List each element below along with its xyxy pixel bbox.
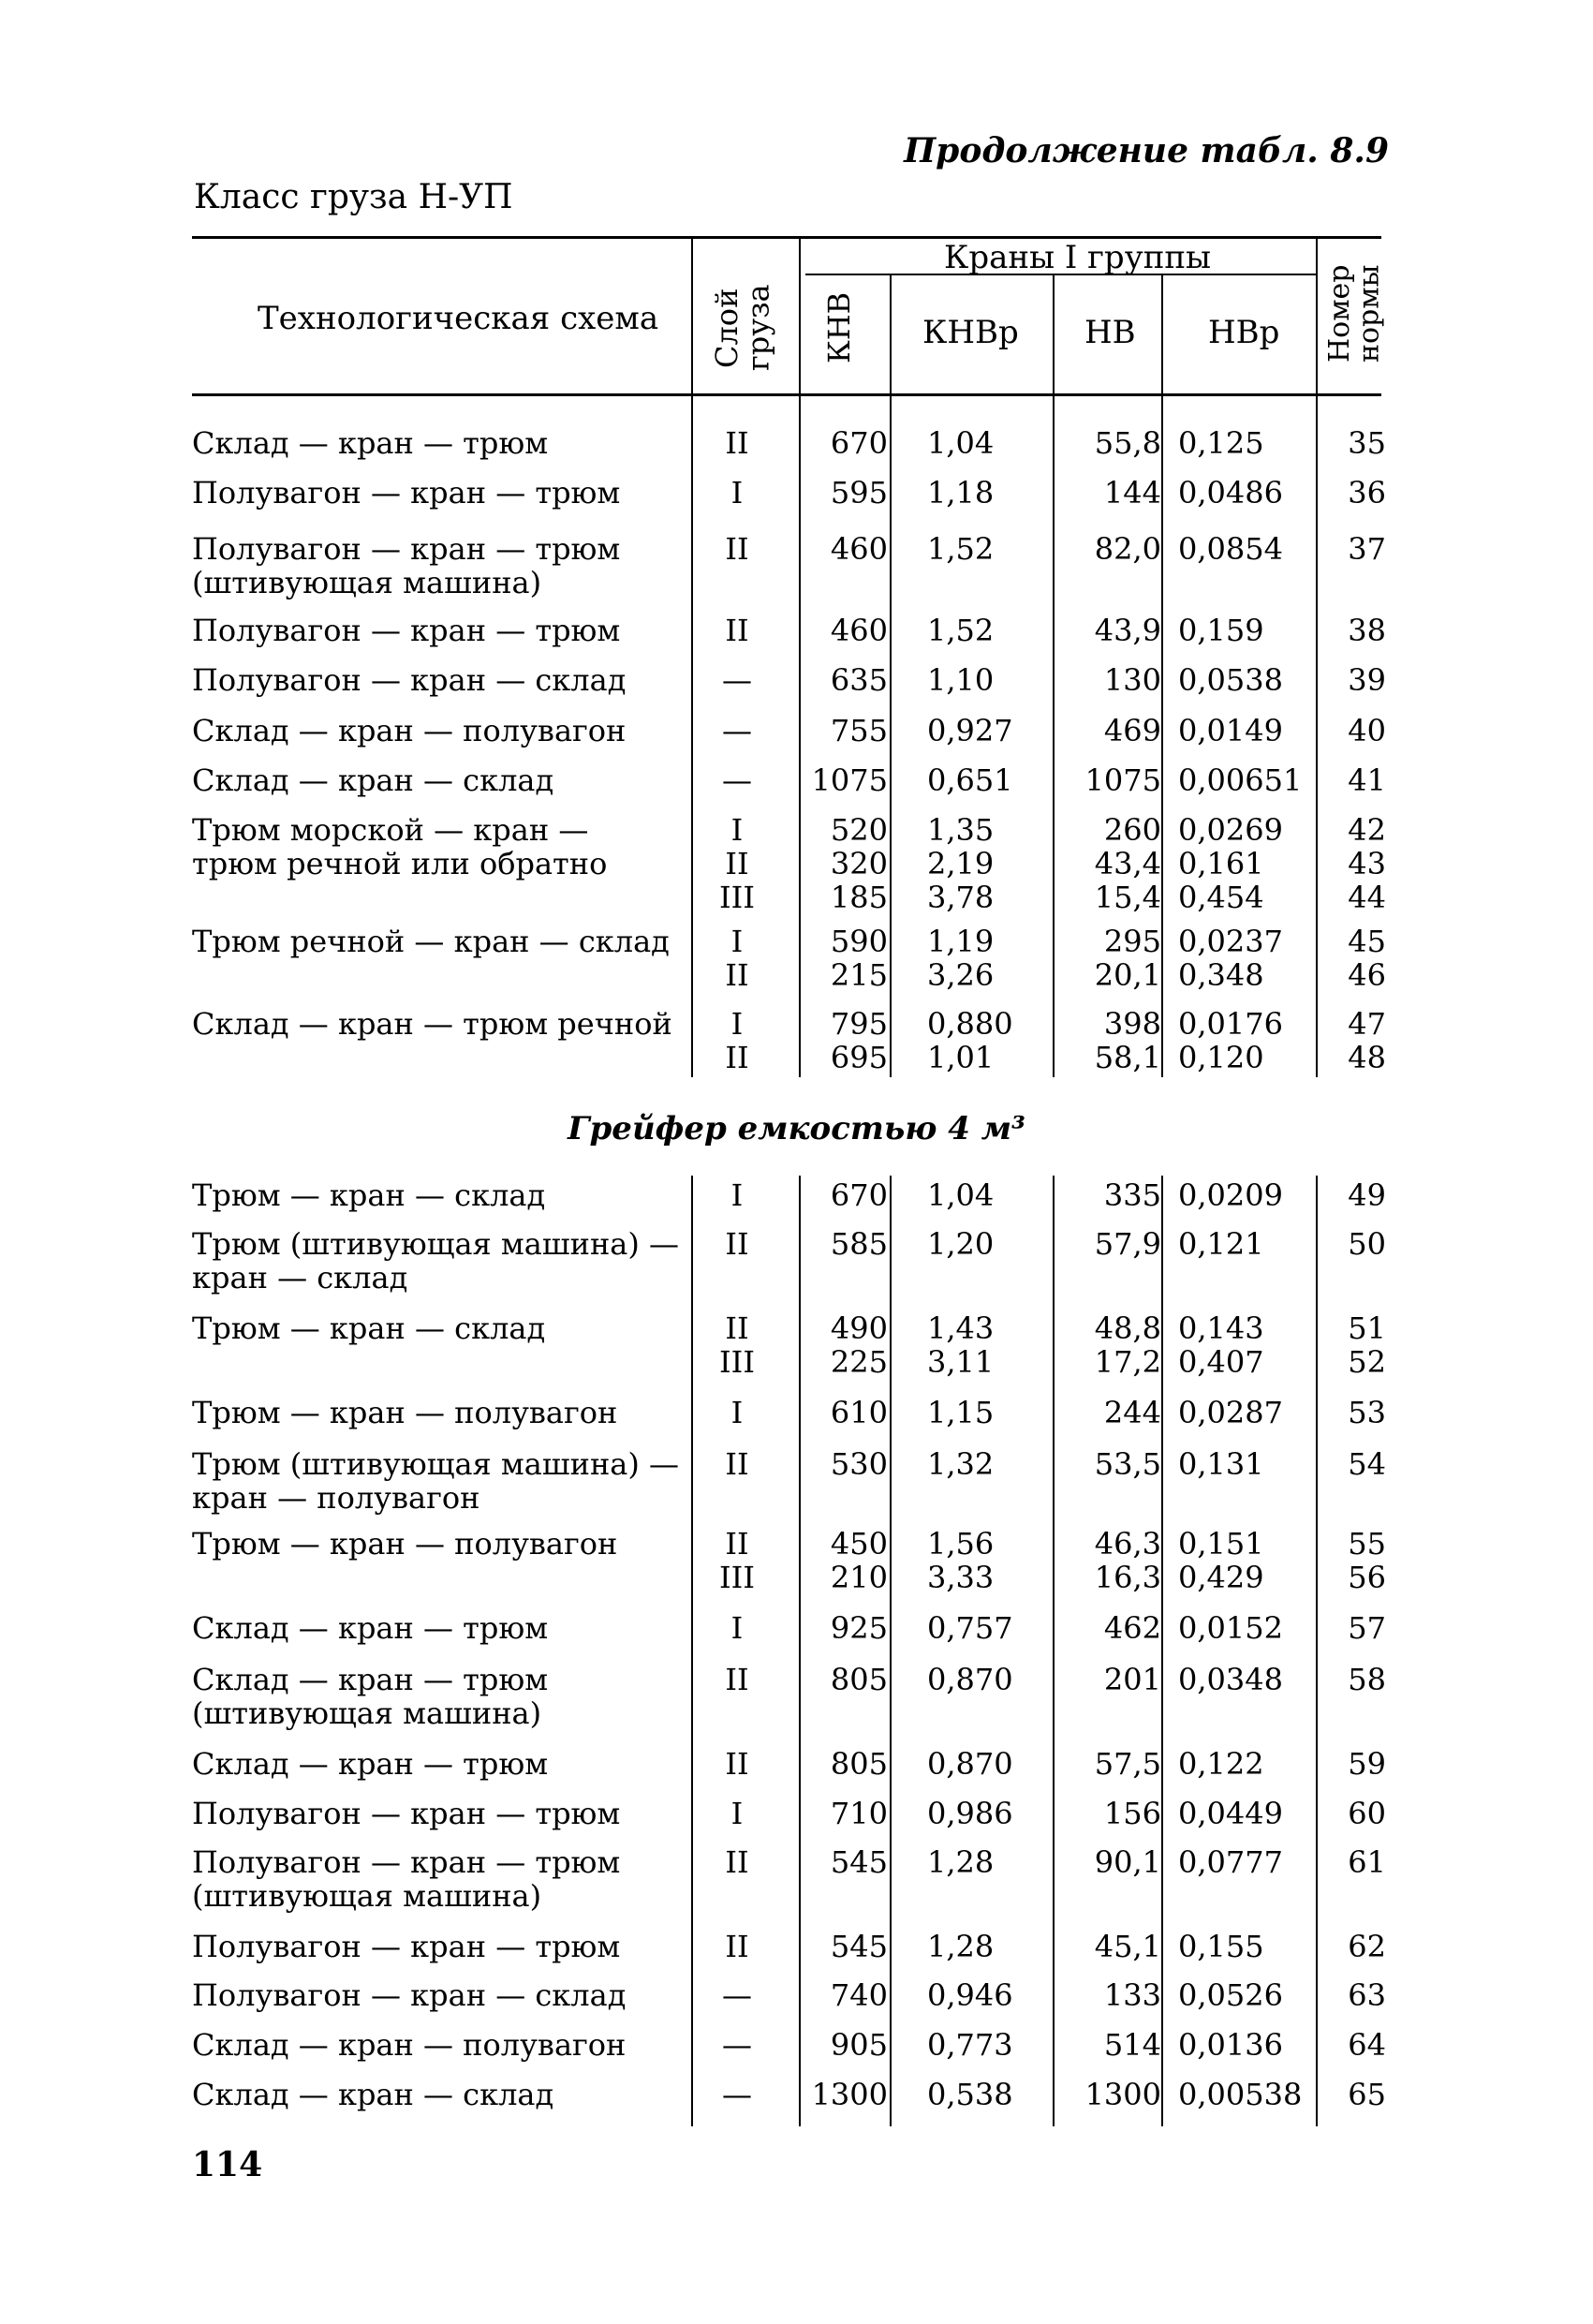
- cell-knv: 1300: [811, 2077, 888, 2112]
- cell-nv: 260 43,4 15,4: [1094, 812, 1161, 915]
- cell-knv: 905: [830, 2027, 888, 2063]
- cell-scheme: Склад — кран — полувагон: [192, 2027, 627, 2063]
- section-grab-4m3: Грейфер емкостью 4 м³: [568, 1110, 1025, 1147]
- cell-nv: 43,9: [1094, 613, 1161, 648]
- cell-knv: 545: [830, 1844, 888, 1880]
- cell-layer: II: [725, 1746, 749, 1782]
- cell-knvr: 1,18: [927, 475, 995, 511]
- cell-nvr: 0,0269 0,161 0,454: [1178, 812, 1283, 915]
- cell-knvr: 1,52: [927, 613, 995, 648]
- cell-nv: 133: [1103, 1977, 1161, 2013]
- cell-knv: 590 215: [830, 924, 888, 993]
- cell-layer: —: [722, 1977, 752, 2013]
- cell-nv: 82,0: [1094, 531, 1161, 567]
- vline: [1053, 274, 1055, 393]
- cell-layer: —: [722, 662, 752, 698]
- cell-layer: I II: [725, 924, 749, 993]
- cell-layer: II: [725, 1929, 749, 1964]
- cell-knv: 805: [830, 1662, 888, 1697]
- cell-nv: 156: [1103, 1796, 1161, 1831]
- cell-knvr: 1,04: [927, 1177, 995, 1213]
- cell-nv: 244: [1103, 1395, 1161, 1430]
- cell-knvr: 1,28: [927, 1844, 995, 1880]
- cell-nv: 46,3 16,3: [1094, 1526, 1161, 1595]
- cell-scheme: Полувагон — кран — трюм: [192, 613, 621, 648]
- vline: [890, 1176, 892, 2126]
- cell-knv: 520 320 185: [830, 812, 888, 915]
- cell-knv: 670: [830, 425, 888, 461]
- cell-layer: II: [725, 531, 749, 567]
- cell-nvr: 0,0486: [1178, 475, 1283, 511]
- cell-layer: II: [725, 425, 749, 461]
- cell-scheme: Полувагон — кран — трюм: [192, 1929, 621, 1964]
- cell-layer: —: [722, 713, 752, 748]
- cell-num: 58: [1348, 1662, 1386, 1697]
- cell-nvr: 0,0854: [1178, 531, 1283, 567]
- cell-nvr: 0,00651: [1178, 762, 1303, 798]
- cell-knvr: 1,52: [927, 531, 995, 567]
- cell-knv: 585: [830, 1226, 888, 1262]
- continuation-caption: Продолжение табл. 8.9: [904, 131, 1389, 170]
- col-nvr-header: НВр: [1208, 314, 1280, 351]
- cell-knvr: 0,870: [927, 1746, 1013, 1782]
- cell-knvr: 1,15: [927, 1395, 995, 1430]
- cell-nv: 45,1: [1094, 1929, 1161, 1964]
- cell-layer: —: [722, 762, 752, 798]
- cell-knv: 805: [830, 1746, 888, 1782]
- cell-num: 47 48: [1348, 1006, 1386, 1075]
- cell-knvr: 0,986: [927, 1796, 1013, 1831]
- cell-layer: I: [730, 475, 744, 511]
- cell-layer: I: [730, 1796, 744, 1831]
- cell-knv: 530: [830, 1446, 888, 1482]
- cell-knv: 1075: [811, 762, 888, 798]
- cell-nvr: 0,131: [1178, 1446, 1264, 1482]
- cell-knv: 460: [830, 531, 888, 567]
- cell-layer: I II: [725, 1006, 749, 1075]
- cell-layer: I: [730, 1177, 744, 1213]
- cell-nvr: 0,00538: [1178, 2077, 1303, 2112]
- cell-knv: 545: [830, 1929, 888, 1964]
- cell-layer: II: [725, 1844, 749, 1880]
- cell-knv: 755: [830, 713, 888, 748]
- cell-knvr: 1,32: [927, 1446, 995, 1482]
- cell-scheme: Трюм (штивующая машина) — кран — полувагон: [192, 1446, 680, 1516]
- cell-scheme: Трюм морской — кран — трюм речной или обратно: [192, 812, 608, 881]
- cargo-class-caption: Класс груза Н-УП: [194, 178, 513, 216]
- cell-scheme: Склад — кран — трюм речной: [192, 1006, 672, 1042]
- cell-scheme: Трюм — кран — полувагон: [192, 1526, 618, 1562]
- cell-scheme: Трюм (штивующая машина) — кран — склад: [192, 1226, 680, 1295]
- cell-nv: 53,5: [1094, 1446, 1161, 1482]
- cell-knvr: 1,20: [927, 1226, 995, 1262]
- cell-scheme: Трюм — кран — склад: [192, 1177, 546, 1213]
- cell-knvr: 1,35 2,19 3,78: [927, 812, 995, 915]
- cell-scheme: Склад — кран — трюм: [192, 425, 549, 461]
- cell-num: 59: [1348, 1746, 1386, 1782]
- cell-nvr: 0,0152: [1178, 1610, 1283, 1646]
- cell-num: 62: [1348, 1929, 1386, 1964]
- cell-knvr: 0,538: [927, 2077, 1013, 2112]
- cell-nv: 335: [1103, 1177, 1161, 1213]
- vline: [799, 236, 801, 393]
- cell-nvr: 0,0176 0,120: [1178, 1006, 1283, 1075]
- cell-knv: 635: [830, 662, 888, 698]
- cell-num: 61: [1348, 1844, 1386, 1880]
- cell-num: 45 46: [1348, 924, 1386, 993]
- cell-knvr: 1,10: [927, 662, 995, 698]
- cell-nv: 144: [1103, 475, 1161, 511]
- col-norm-header: Номер нормы: [1323, 264, 1386, 363]
- cell-scheme: Склад — кран — трюм (штивующая машина): [192, 1662, 549, 1731]
- cell-layer: I: [730, 1610, 744, 1646]
- cell-nvr: 0,122: [1178, 1746, 1264, 1782]
- cell-layer: —: [722, 2027, 752, 2063]
- vline: [890, 393, 892, 1077]
- cell-knv: 460: [830, 613, 888, 648]
- cell-num: 63: [1348, 1977, 1386, 2013]
- cell-nvr: 0,121: [1178, 1226, 1264, 1262]
- cell-knvr: 0,927: [927, 713, 1013, 748]
- cell-scheme: Склад — кран — склад: [192, 2077, 554, 2112]
- cell-nv: 48,8 17,2: [1094, 1310, 1161, 1380]
- cell-nv: 469: [1103, 713, 1161, 748]
- vline: [1161, 1176, 1163, 2126]
- col-layer-header: Слой груза: [709, 284, 776, 372]
- cell-nv: 130: [1103, 662, 1161, 698]
- cell-num: 39: [1348, 662, 1386, 698]
- cell-layer: —: [722, 2077, 752, 2112]
- cell-nv: 462: [1103, 1610, 1161, 1646]
- cell-knvr: 1,28: [927, 1929, 995, 1964]
- cell-knv: 925: [830, 1610, 888, 1646]
- cell-nv: 57,9: [1094, 1226, 1161, 1262]
- vline: [691, 1176, 693, 2126]
- cell-knvr: 1,19 3,26: [927, 924, 995, 993]
- col-group-header: Краны I группы: [944, 239, 1212, 276]
- cell-scheme: Полувагон — кран — трюм: [192, 475, 621, 511]
- cell-nv: 201: [1103, 1662, 1161, 1697]
- cell-nvr: 0,0348: [1178, 1662, 1283, 1697]
- cell-num: 36: [1348, 475, 1386, 511]
- cell-layer: II: [725, 613, 749, 648]
- cell-scheme: Склад — кран — трюм: [192, 1746, 549, 1782]
- cell-knv: 795 695: [830, 1006, 888, 1075]
- cell-layer: II: [725, 1662, 749, 1697]
- cell-scheme: Полувагон — кран — трюм: [192, 1796, 621, 1831]
- cell-scheme: Полувагон — кран — трюм (штивующая машина): [192, 531, 621, 600]
- cell-num: 49: [1348, 1177, 1386, 1213]
- cell-num: 41: [1348, 762, 1386, 798]
- cell-nv: 90,1: [1094, 1844, 1161, 1880]
- cell-nvr: 0,0237 0,348: [1178, 924, 1283, 993]
- cell-num: 53: [1348, 1395, 1386, 1430]
- cell-num: 37: [1348, 531, 1386, 567]
- cell-num: 65: [1348, 2077, 1386, 2112]
- cell-nvr: 0,0526: [1178, 1977, 1283, 2013]
- col-knv-header: КНВ: [821, 291, 857, 364]
- cell-knv: 710: [830, 1796, 888, 1831]
- cell-num: 55 56: [1348, 1526, 1386, 1595]
- cell-scheme: Склад — кран — склад: [192, 762, 554, 798]
- cell-nv: 1300: [1084, 2077, 1161, 2112]
- cell-num: 60: [1348, 1796, 1386, 1831]
- cell-knvr: 0,946: [927, 1977, 1013, 2013]
- cell-layer: II: [725, 1226, 749, 1262]
- cell-num: 57: [1348, 1610, 1386, 1646]
- cell-knv: 595: [830, 475, 888, 511]
- header-bottom-rule: [192, 393, 1381, 396]
- cell-num: 35: [1348, 425, 1386, 461]
- col-nv-header: НВ: [1084, 314, 1136, 351]
- cell-scheme: Склад — кран — полувагон: [192, 713, 627, 748]
- cell-nvr: 0,0777: [1178, 1844, 1283, 1880]
- cell-nvr: 0,0538: [1178, 662, 1283, 698]
- cell-layer: I: [730, 1395, 744, 1430]
- cell-layer: II III: [719, 1310, 755, 1380]
- cell-nvr: 0,0449: [1178, 1796, 1283, 1831]
- cell-scheme: Трюм — кран — склад: [192, 1310, 546, 1346]
- cell-num: 42 43 44: [1348, 812, 1386, 915]
- cell-nv: 55,8: [1094, 425, 1161, 461]
- col-scheme-header: Технологическая схема: [258, 300, 659, 337]
- vline: [1161, 274, 1163, 393]
- cell-nvr: 0,0287: [1178, 1395, 1283, 1430]
- cell-num: 50: [1348, 1226, 1386, 1262]
- page-number: 114: [192, 2145, 263, 2184]
- cell-knvr: 1,04: [927, 425, 995, 461]
- cell-knvr: 0,773: [927, 2027, 1013, 2063]
- cell-nv: 57,5: [1094, 1746, 1161, 1782]
- vline: [691, 236, 693, 393]
- cell-knvr: 0,757: [927, 1610, 1013, 1646]
- cell-scheme: Трюм речной — кран — склад: [192, 924, 670, 959]
- cell-layer: II III: [719, 1526, 755, 1595]
- cell-knvr: 0,651: [927, 762, 1013, 798]
- cell-layer: II: [725, 1446, 749, 1482]
- cell-nvr: 0,0209: [1178, 1177, 1283, 1213]
- cell-scheme: Трюм — кран — полувагон: [192, 1395, 618, 1430]
- cell-scheme: Полувагон — кран — склад: [192, 662, 627, 698]
- cell-num: 40: [1348, 713, 1386, 748]
- cell-nv: 1075: [1084, 762, 1161, 798]
- cell-num: 38: [1348, 613, 1386, 648]
- cell-num: 64: [1348, 2027, 1386, 2063]
- cell-nvr: 0,0136: [1178, 2027, 1283, 2063]
- cell-nv: 514: [1103, 2027, 1161, 2063]
- cell-nv: 398 58,1: [1094, 1006, 1161, 1075]
- cell-scheme: Склад — кран — трюм: [192, 1610, 549, 1646]
- cell-scheme: Полувагон — кран — трюм (штивующая машина): [192, 1844, 621, 1914]
- cell-knvr: 0,870: [927, 1662, 1013, 1697]
- cell-scheme: Полувагон — кран — склад: [192, 1977, 627, 2013]
- cell-knvr: 1,56 3,33: [927, 1526, 995, 1595]
- cell-nvr: 0,125: [1178, 425, 1264, 461]
- cell-nv: 295 20,1: [1094, 924, 1161, 993]
- cell-num: 54: [1348, 1446, 1386, 1482]
- cell-nvr: 0,143 0,407: [1178, 1310, 1264, 1380]
- cell-knv: 610: [830, 1395, 888, 1430]
- cell-knvr: 1,43 3,11: [927, 1310, 995, 1380]
- cell-knv: 670: [830, 1177, 888, 1213]
- cell-nvr: 0,151 0,429: [1178, 1526, 1264, 1595]
- cell-num: 51 52: [1348, 1310, 1386, 1380]
- cell-nvr: 0,159: [1178, 613, 1264, 648]
- cell-nvr: 0,155: [1178, 1929, 1264, 1964]
- cell-nvr: 0,0149: [1178, 713, 1283, 748]
- cell-knv: 490 225: [830, 1310, 888, 1380]
- vline: [890, 274, 892, 393]
- cell-knv: 740: [830, 1977, 888, 2013]
- cell-knvr: 0,880 1,01: [927, 1006, 1013, 1075]
- cell-knv: 450 210: [830, 1526, 888, 1595]
- cell-layer: I II III: [719, 812, 755, 915]
- col-knvr-header: КНВр: [922, 314, 1019, 351]
- vline: [691, 393, 693, 1077]
- vline: [1161, 393, 1163, 1077]
- vline: [1316, 236, 1318, 393]
